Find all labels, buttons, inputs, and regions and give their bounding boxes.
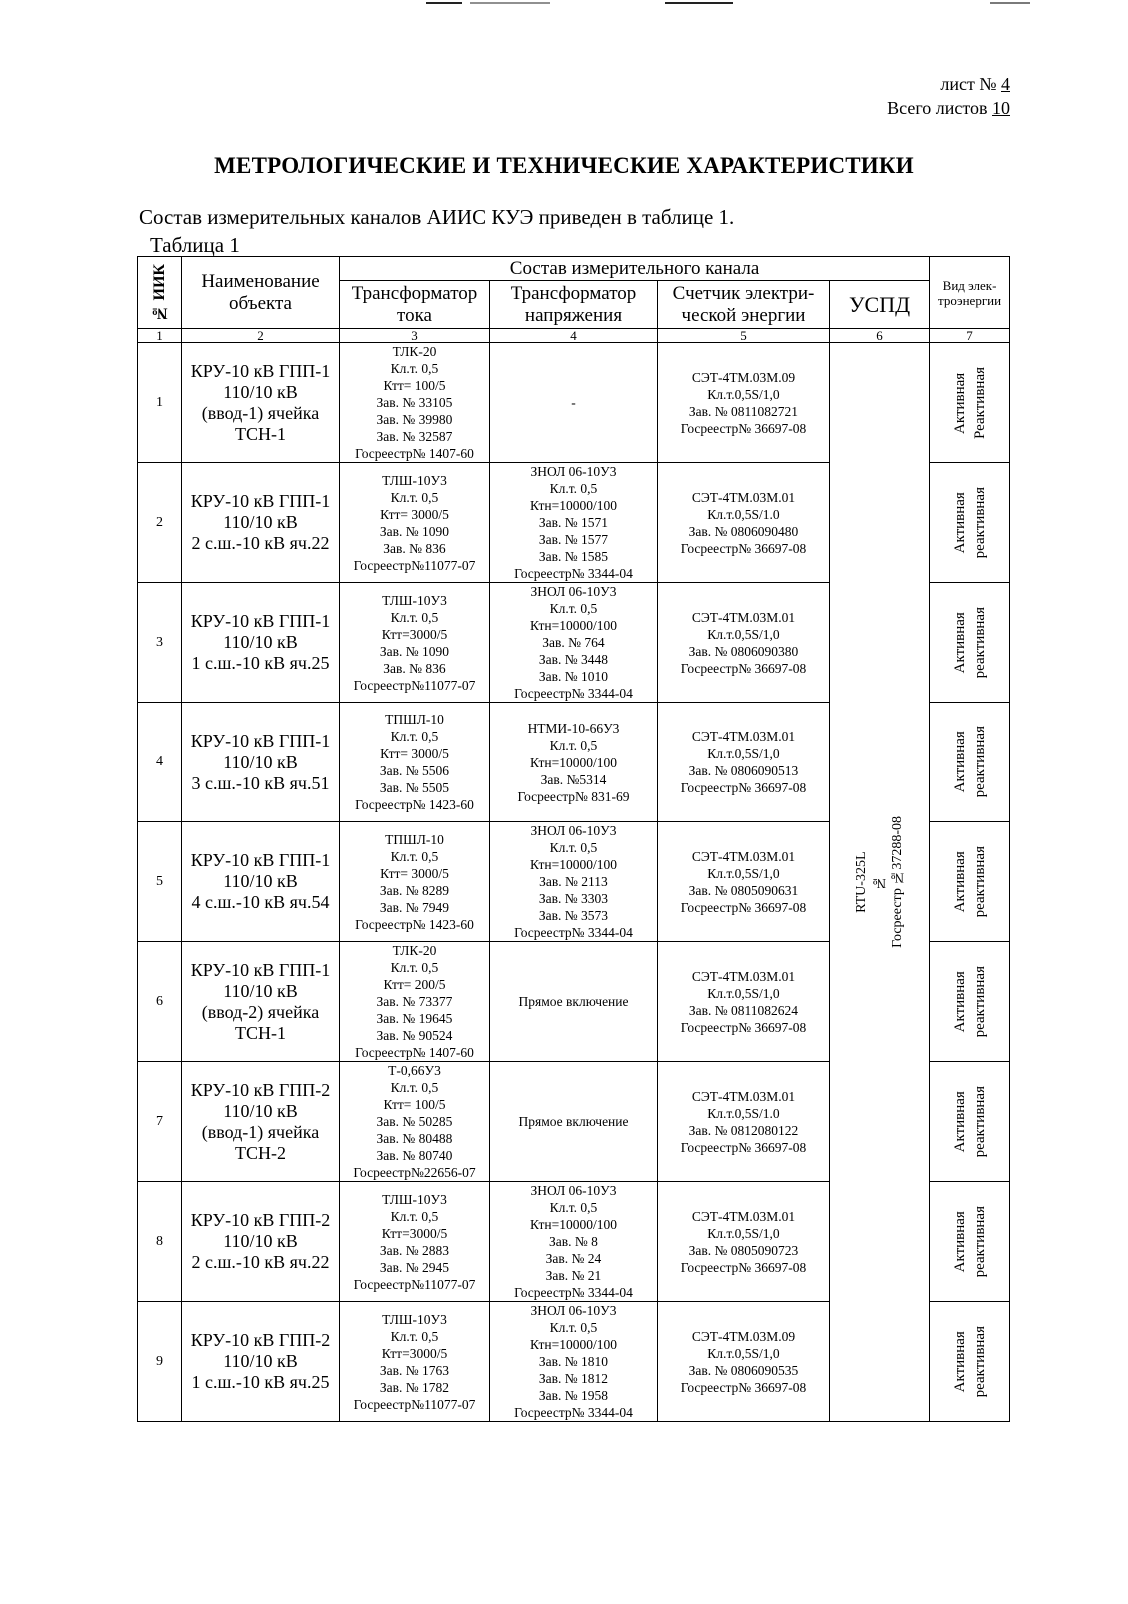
meter-line: Госреестр№ 36697-08 [680, 899, 807, 915]
object-name [182, 703, 340, 822]
total-sheets-label: Всего листов [887, 98, 988, 118]
object-line: КРУ-10 кВ ГПП-1 [190, 611, 331, 631]
energy-line: реактивная [971, 1205, 988, 1278]
tt-line: Зав. № 1090 [379, 643, 450, 659]
tn-line: Ктн=10000/100 [530, 857, 617, 872]
tt-line: Ктт= 200/5 [383, 977, 446, 992]
object-line: 110/10 кВ [223, 871, 298, 891]
current-transformer-info [340, 463, 490, 583]
tt-line: ТЛШ-10У3 [382, 472, 447, 488]
object-line: (ввод-2) ячейка [201, 1001, 320, 1022]
tt-line: Зав. № 7949 [379, 899, 450, 915]
tn-line: Госреестр№ 831-69 [517, 788, 630, 804]
meter-line: Госреестр№ 36697-08 [680, 1019, 807, 1035]
energy-type [930, 942, 1010, 1062]
tt-line: Кл.т. 0,5 [390, 1208, 439, 1224]
sheet-number: 4 [1001, 74, 1010, 94]
meter-line: Зав. № 0811082624 [688, 1002, 799, 1018]
tn-line: Зав. № 1577 [538, 532, 609, 547]
tn-line: Зав. № 1958 [538, 1388, 609, 1403]
voltage-transformer-info [490, 1062, 658, 1182]
tt-line: Ктт=3000/5 [381, 1345, 448, 1361]
tt-line: Госреестр№11077-07 [353, 677, 476, 693]
object-line: 1 с.ш.-10 кВ яч.25 [191, 1372, 330, 1392]
row-number: 3 [138, 583, 182, 703]
header-iik [138, 257, 182, 329]
tt-line: Госреестр№ 1423-60 [355, 916, 474, 932]
tt-line: Зав. № 80740 [376, 1148, 453, 1163]
page-title: МЕТРОЛОГИЧЕСКИЕ И ТЕХНИЧЕСКИЕ ХАРАКТЕРИСТИКИ [214, 153, 914, 178]
energy-line: реактивная [971, 606, 988, 679]
column-number: 3 [340, 329, 490, 343]
energy-type-label [950, 1206, 990, 1277]
energy-line: Активная [951, 1330, 968, 1393]
current-transformer-info [340, 822, 490, 942]
meter-info [658, 463, 830, 583]
meter-line: Кл.т.0,5S/1,0 [707, 626, 780, 642]
object-line: КРУ-10 кВ ГПП-1 [190, 360, 331, 381]
energy-line: Активная [951, 491, 968, 554]
current-transformer-info [340, 583, 490, 703]
tt-line: Ктт= 100/5 [383, 1097, 446, 1112]
tt-line: Кл.т. 0,5 [390, 960, 439, 975]
object-name [182, 822, 340, 942]
meter-info [658, 703, 830, 822]
tn-line: Зав. № 3573 [538, 908, 609, 923]
object-line: КРУ-10 кВ ГПП-2 [190, 1079, 331, 1100]
energy-type-label [950, 607, 990, 678]
tt-line: Зав. № 2945 [379, 1259, 450, 1275]
object-line: 110/10 кВ [223, 1231, 298, 1251]
energy-type-label [950, 1326, 990, 1397]
header-uspd: УСПД [830, 281, 930, 329]
tt-line: Зав. № 73377 [376, 994, 453, 1009]
tt-line: Госреестр№ 1407-60 [355, 1045, 474, 1060]
tt-line: Зав. № 50285 [376, 1114, 453, 1129]
meter-line: СЭТ-4ТМ.03М.01 [691, 729, 796, 744]
uspd-cell [830, 343, 930, 1422]
tt-line: Зав. № 32587 [376, 429, 453, 444]
tt-line: Ктт= 3000/5 [380, 865, 449, 881]
column-numbers-row [138, 329, 1010, 343]
meter-line: Госреестр№ 36697-08 [680, 420, 807, 436]
object-name [182, 942, 340, 1062]
tt-line: ТЛШ-10У3 [382, 1311, 447, 1327]
meter-line: СЭТ-4ТМ.03М.01 [691, 968, 796, 984]
current-transformer-info [340, 1302, 490, 1422]
table-row [138, 343, 1010, 463]
tt-line: Ктт= 100/5 [383, 378, 446, 393]
tt-line: Кл.т. 0,5 [390, 361, 439, 376]
energy-line: Активная [951, 731, 968, 793]
energy-line: реактивная [971, 965, 988, 1038]
tn-line: Зав. № 1571 [538, 515, 609, 530]
meter-line: СЭТ-4ТМ.03М.09 [691, 1328, 796, 1344]
tt-line: Зав. № 1090 [379, 523, 450, 539]
meter-line: СЭТ-4ТМ.03М.01 [691, 1088, 796, 1104]
tt-line: Кл.т. 0,5 [390, 1080, 439, 1095]
voltage-transformer-info [490, 703, 658, 822]
tt-line: Госреестр№ 1407-60 [355, 446, 474, 461]
object-name [182, 1062, 340, 1182]
header-voltage-transformer: Трансформатор напряжения [490, 281, 658, 329]
tt-line: Ктт=3000/5 [381, 626, 448, 642]
object-line: 110/10 кВ [223, 1351, 298, 1371]
voltage-transformer-info [490, 1182, 658, 1302]
tn-line: ЗНОЛ 06-10У3 [530, 1303, 617, 1318]
tt-line: Ктт= 3000/5 [380, 746, 449, 761]
tn-line: Ктн=10000/100 [530, 1217, 617, 1232]
energy-line: Активная [951, 970, 968, 1033]
meter-line: Зав. № 0806090535 [688, 1362, 799, 1378]
tn-line: Прямое включение [518, 1114, 629, 1129]
tn-line: ЗНОЛ 06-10У3 [530, 584, 617, 599]
tn-line: Кл.т. 0,5 [549, 1320, 598, 1335]
object-name [182, 1182, 340, 1302]
meter-line: Госреестр№ 36697-08 [680, 540, 807, 556]
energy-line: реактивная [971, 486, 988, 559]
tn-line: Ктн=10000/100 [530, 754, 617, 770]
object-line: 1 с.ш.-10 кВ яч.25 [191, 653, 330, 673]
object-line: 110/10 кВ [223, 751, 298, 772]
meter-line: СЭТ-4ТМ.03М.01 [691, 848, 796, 864]
uspd-number: № [871, 874, 887, 890]
tn-line: Зав. № 21 [545, 1268, 602, 1283]
tn-line: Зав. № 24 [545, 1251, 602, 1266]
object-line: (ввод-1) ячейка [201, 1121, 320, 1142]
energy-type [930, 822, 1010, 942]
tt-line: Зав. № 90524 [376, 1028, 453, 1043]
energy-type [930, 1182, 1010, 1302]
meter-line: Кл.т.0,5S/1.0 [707, 1105, 780, 1121]
scan-artifacts [0, 0, 1128, 8]
energy-line: реактивная [971, 1325, 988, 1398]
tt-line: Зав. № 1763 [379, 1362, 450, 1378]
row-number: 7 [138, 1062, 182, 1182]
meter-line: Госреестр№ 36697-08 [680, 1259, 807, 1275]
object-name [182, 1302, 340, 1422]
tn-line: Кл.т. 0,5 [549, 840, 598, 855]
tt-line: Зав. № 8289 [379, 882, 450, 898]
meter-line: Зав. № 0805090723 [688, 1242, 799, 1258]
tt-line: ТЛК-20 [392, 943, 437, 958]
row-number: 6 [138, 942, 182, 1062]
column-number: 6 [830, 329, 930, 343]
meter-line: Зав. № 0805090631 [688, 882, 799, 898]
current-transformer-info [340, 1182, 490, 1302]
header-iik-label: № ИИК [150, 263, 168, 322]
row-number: 2 [138, 463, 182, 583]
energy-type-label [950, 726, 990, 797]
object-line: 110/10 кВ [223, 381, 298, 402]
tt-line: Кл.т. 0,5 [390, 848, 439, 864]
tt-line: ТПШЛ-10 [385, 831, 444, 847]
sheet-label: лист № [940, 74, 997, 94]
object-line: КРУ-10 кВ ГПП-2 [190, 1210, 331, 1230]
energy-type-label [950, 966, 990, 1037]
meter-info [658, 343, 830, 463]
tt-line: Ктт=3000/5 [381, 1225, 448, 1241]
object-line: ТСН-2 [235, 1142, 286, 1163]
meter-line: СЭТ-4ТМ.03М.09 [691, 369, 796, 385]
tt-line: Госреестр№ 1423-60 [355, 797, 474, 812]
header-energy-type: Вид элек-троэнергии [930, 257, 1010, 329]
meter-line: Зав. № 0806090513 [688, 763, 799, 778]
current-transformer-info [340, 1062, 490, 1182]
energy-type [930, 583, 1010, 703]
meter-info [658, 1182, 830, 1302]
tt-line: Кл.т. 0,5 [390, 1328, 439, 1344]
tn-line: Кл.т. 0,5 [549, 601, 598, 616]
energy-type-label [950, 487, 990, 558]
total-sheets-line [887, 96, 1010, 120]
meter-line: Кл.т.0,5S/1,0 [707, 865, 780, 881]
tt-line: Зав. № 5506 [379, 763, 450, 778]
tt-line: Госреестр№11077-07 [353, 557, 476, 573]
energy-line: Активная [951, 1210, 968, 1273]
energy-line: Активная [951, 611, 968, 674]
tt-line: Зав. № 33105 [376, 395, 453, 410]
object-line: ТСН-1 [235, 423, 286, 444]
sheet-number-line [887, 72, 1010, 96]
object-line: 110/10 кВ [223, 980, 298, 1001]
header-current-transformer: Трансформатор тока [340, 281, 490, 329]
tn-line: НТМИ-10-66У3 [527, 720, 620, 736]
uspd-registry: Госреестр №37288-08 [889, 816, 905, 948]
tt-line: Зав. № 5505 [379, 780, 450, 795]
tt-line: Госреестр№11077-07 [353, 1276, 476, 1292]
energy-line: реактивная [971, 845, 988, 918]
tn-line: Госреестр№ 3344-04 [514, 1405, 633, 1420]
tn-line: Госреестр№ 3344-04 [514, 925, 633, 940]
meter-line: Кл.т.0,5S/1,0 [707, 1345, 780, 1361]
object-line: 3 с.ш.-10 кВ яч.51 [191, 772, 330, 793]
tn-line: Зав. № 3303 [538, 891, 609, 906]
energy-type-label [950, 367, 990, 439]
current-transformer-info [340, 703, 490, 822]
energy-type-label [950, 1086, 990, 1157]
meter-info [658, 822, 830, 942]
energy-line: реактивная [971, 726, 988, 798]
voltage-transformer-info [490, 1302, 658, 1422]
meter-info [658, 942, 830, 1062]
row-number: 5 [138, 822, 182, 942]
tt-line: Госреестр№11077-07 [353, 1396, 476, 1412]
tt-line: Зав. № 19645 [376, 1011, 453, 1026]
meter-info [658, 1062, 830, 1182]
meter-info [658, 1302, 830, 1422]
tn-line: - [571, 395, 576, 410]
voltage-transformer-info [490, 822, 658, 942]
column-number: 4 [490, 329, 658, 343]
tn-line: Зав. №5314 [540, 771, 607, 787]
meter-line: СЭТ-4ТМ.03М.01 [691, 609, 796, 625]
tt-line: Кл.т. 0,5 [390, 489, 439, 505]
tn-line: Госреестр№ 3344-04 [514, 566, 633, 581]
tn-line: Зав. № 1585 [538, 549, 609, 564]
tn-line: Зав. № 2113 [539, 874, 608, 889]
tt-line: ТЛШ-10У3 [382, 592, 447, 608]
voltage-transformer-info [490, 463, 658, 583]
energy-type [930, 1062, 1010, 1182]
column-number: 1 [138, 329, 182, 343]
tt-line: Зав. № 80488 [376, 1131, 453, 1146]
tt-line: Зав. № 836 [383, 660, 446, 676]
table-caption: Таблица 1 [150, 233, 240, 257]
tn-line: ЗНОЛ 06-10У3 [530, 1183, 617, 1198]
tt-line: Зав. № 836 [383, 540, 446, 556]
tn-line: Зав. № 1810 [538, 1354, 609, 1369]
meter-line: Кл.т.0,5S/1.0 [707, 506, 780, 522]
tn-line: ЗНОЛ 06-10У3 [530, 464, 617, 479]
tn-line: Зав. № 1812 [538, 1371, 609, 1386]
tn-line: Ктн=10000/100 [530, 1337, 617, 1352]
tn-line: ЗНОЛ 06-10У3 [530, 823, 617, 838]
total-sheets: 10 [992, 98, 1010, 118]
tn-line: Госреестр№ 3344-04 [514, 1285, 633, 1300]
meter-line: СЭТ-4ТМ.03М.01 [691, 489, 796, 505]
energy-line: реактивная [971, 1085, 988, 1158]
tt-line: ТЛК-20 [392, 344, 437, 359]
current-transformer-info [340, 343, 490, 463]
meter-info [658, 583, 830, 703]
header-channel-group: Состав измерительного канала [340, 257, 930, 281]
tt-line: Кл.т. 0,5 [390, 609, 439, 625]
meter-line: Зав. № 0806090480 [688, 523, 799, 539]
tn-line: Ктн=10000/100 [530, 618, 617, 633]
object-line: КРУ-10 кВ ГПП-2 [190, 1330, 331, 1350]
object-line: 110/10 кВ [223, 1100, 298, 1121]
object-line: (ввод-1) ячейка [201, 402, 320, 423]
tn-line: Зав. № 3448 [538, 652, 609, 667]
column-number: 2 [182, 329, 340, 343]
energy-type [930, 1302, 1010, 1422]
object-name [182, 463, 340, 583]
energy-type [930, 463, 1010, 583]
tt-line: Кл.т. 0,5 [390, 729, 439, 744]
object-line: 4 с.ш.-10 кВ яч.54 [191, 892, 330, 912]
meter-line: Зав. № 0806090380 [688, 643, 799, 659]
energy-line: Реактивная [971, 366, 988, 439]
sheet-info [887, 72, 1010, 120]
meter-line: Кл.т.0,5S/1,0 [707, 386, 780, 402]
meter-line: СЭТ-4ТМ.03М.01 [691, 1208, 796, 1224]
tt-line: Ктт= 3000/5 [380, 506, 449, 522]
tn-line: Ктн=10000/100 [530, 498, 617, 513]
energy-type-label [950, 846, 990, 917]
row-number: 4 [138, 703, 182, 822]
object-line: ТСН-1 [235, 1022, 286, 1043]
tn-line: Кл.т. 0,5 [549, 481, 598, 496]
row-number: 9 [138, 1302, 182, 1422]
voltage-transformer-info [490, 343, 658, 463]
meter-line: Госреестр№ 36697-08 [680, 1139, 807, 1155]
meter-line: Госреестр№ 36697-08 [680, 660, 807, 676]
object-line: 2 с.ш.-10 кВ яч.22 [191, 1252, 330, 1272]
uspd-model: RTU-325L [853, 851, 869, 913]
current-transformer-info [340, 942, 490, 1062]
column-number: 5 [658, 329, 830, 343]
uspd-value [853, 816, 907, 948]
object-line: 110/10 кВ [223, 632, 298, 652]
tt-line: ТПШЛ-10 [385, 712, 444, 727]
meter-line: Зав. № 0811082721 [688, 403, 799, 419]
energy-line: Активная [951, 850, 968, 913]
energy-line: Активная [951, 1090, 968, 1153]
meter-line: Госреестр№ 36697-08 [680, 780, 807, 795]
object-line: КРУ-10 кВ ГПП-1 [190, 730, 331, 751]
tn-line: Кл.т. 0,5 [549, 737, 598, 753]
object-line: КРУ-10 кВ ГПП-1 [190, 491, 331, 511]
tt-line: Госреестр№22656-07 [353, 1165, 476, 1180]
object-line: 110/10 кВ [223, 512, 298, 532]
tn-line: Зав. № 8 [549, 1234, 598, 1249]
tn-line: Кл.т. 0,5 [549, 1200, 598, 1215]
meter-line: Госреестр№ 36697-08 [680, 1379, 807, 1395]
object-line: КРУ-10 кВ ГПП-1 [190, 959, 331, 980]
voltage-transformer-info [490, 583, 658, 703]
table-body [138, 343, 1010, 1422]
tn-line: Госреестр№ 3344-04 [514, 686, 633, 701]
meter-line: Зав. № 0812080122 [688, 1122, 799, 1138]
row-number: 8 [138, 1182, 182, 1302]
tn-line: Зав. № 764 [542, 635, 605, 650]
row-number: 1 [138, 343, 182, 463]
tt-line: Зав. № 39980 [376, 412, 453, 427]
tt-line: Зав. № 2883 [379, 1242, 450, 1258]
object-name [182, 583, 340, 703]
header-object: Наименование объекта [182, 257, 340, 329]
tt-line: Т-0,66У3 [388, 1063, 441, 1078]
object-line: 2 с.ш.-10 кВ яч.22 [191, 533, 330, 553]
energy-type [930, 703, 1010, 822]
object-line: КРУ-10 кВ ГПП-1 [190, 850, 331, 870]
voltage-transformer-info [490, 942, 658, 1062]
column-number: 7 [930, 329, 1010, 343]
tn-line: Прямое включение [518, 994, 629, 1009]
header-meter: Счетчик электри-ческой энергии [658, 281, 830, 329]
energy-line: Активная [951, 371, 968, 434]
intro-text: Состав измерительных каналов АИИС КУЭ приведен в таблице 1. [139, 205, 735, 229]
meter-line: Кл.т.0,5S/1,0 [707, 985, 780, 1001]
measurement-channels-table [137, 256, 1010, 1422]
tn-line: Зав. № 1010 [538, 669, 609, 684]
meter-line: Кл.т.0,5S/1,0 [707, 1225, 780, 1241]
energy-type [930, 343, 1010, 463]
meter-line: Кл.т.0,5S/1,0 [707, 746, 780, 761]
tt-line: ТЛШ-10У3 [382, 1191, 447, 1207]
tt-line: Зав. № 1782 [379, 1379, 450, 1395]
object-name [182, 343, 340, 463]
